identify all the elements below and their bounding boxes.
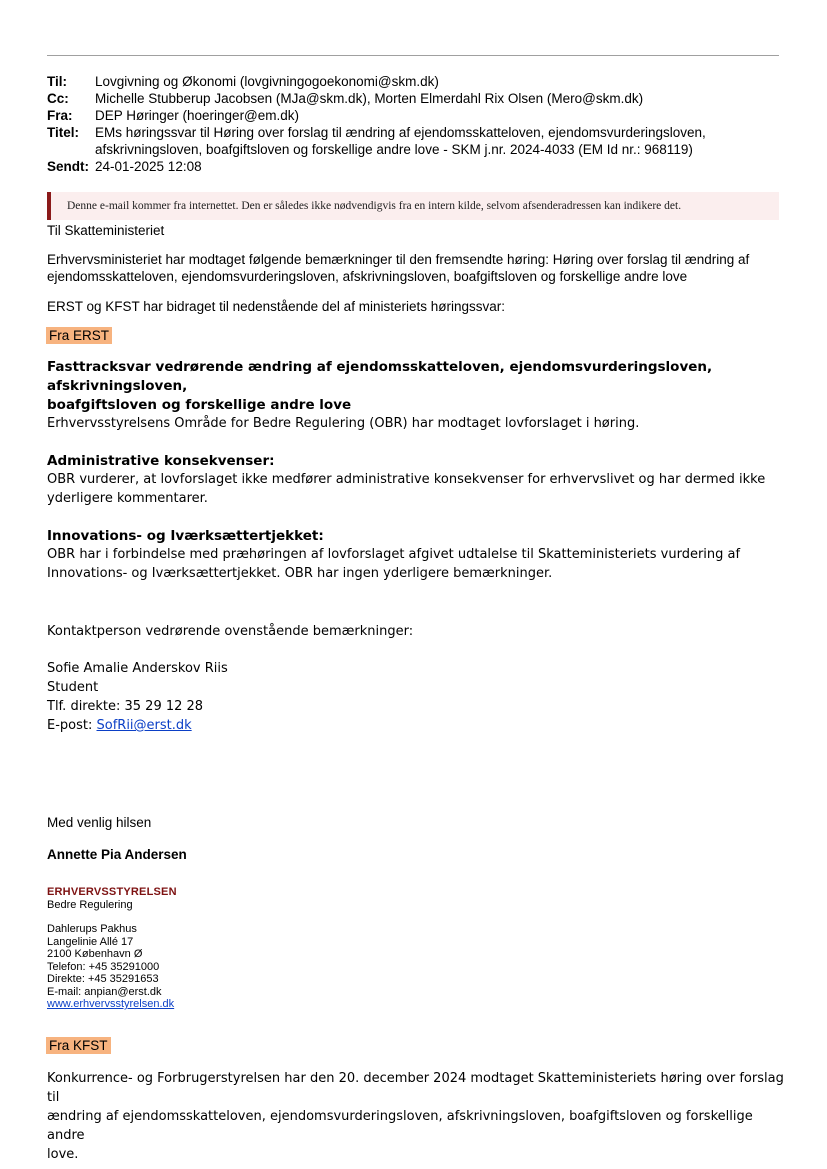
signature-org: ERHVERVSSTYRELSEN	[47, 886, 177, 898]
contact-intro: Kontaktperson vedrørende ovenstående bemærkninger:	[47, 624, 414, 639]
contact-name: Sofie Amalie Anderskov Riis	[47, 661, 228, 676]
to-label: Til:	[47, 74, 67, 89]
erst-highlight: Fra ERST	[46, 327, 112, 344]
admin-heading: Administrative konsekvenser:	[47, 453, 275, 469]
subject-label: Titel:	[47, 125, 80, 140]
signature-website-link[interactable]: www.erhvervsstyrelsen.dk	[47, 998, 175, 1010]
signature-dept: Bedre Regulering	[47, 898, 133, 911]
header-to-row	[47, 73, 782, 90]
contact-email-link[interactable]: SofRii@erst.dk	[96, 718, 192, 733]
email-header	[47, 73, 782, 175]
closing: Med venlig hilsen	[47, 815, 152, 830]
top-divider	[47, 55, 779, 56]
contact-title: Student	[47, 680, 99, 695]
cc-label: Cc:	[47, 91, 69, 106]
intro-line-1: Erhvervsministeriet har modtaget følgende bemærkninger til den fremsendte høring: Høring over forslag til ændring af	[47, 252, 750, 267]
header-subject-row	[47, 124, 782, 158]
section-erst-label	[47, 327, 112, 344]
contribution-note: ERST og KFST har bidraget til nedenstående del af ministeriets høringssvar:	[47, 299, 505, 314]
section-kfst-label	[47, 1037, 111, 1054]
from-value: DEP Høringer (hoeringer@em.dk)	[95, 108, 300, 123]
innovation-line-1: OBR har i forbindelse med præhøringen af lovforslaget afgivet udtalelse til Skatteministeriets vurdering af	[47, 547, 741, 562]
signer-name: Annette Pia Andersen	[47, 847, 187, 862]
fasttrack-line-1: Fasttracksvar vedrørende ændring af ejendomsskatteloven, ejendomsvurderingsloven, afskrivningsloven,	[47, 359, 713, 394]
contact-block	[47, 659, 228, 735]
header-from-row	[47, 107, 782, 124]
header-cc-row	[47, 90, 782, 107]
subject-line-2: afskrivningsloven, boafgiftsloven og forskellige andre love - SKM j.nr. 2024-4033 (EM Id nr.: 968119)	[95, 142, 693, 157]
sent-label: Sendt:	[47, 159, 89, 174]
intro-paragraph	[47, 251, 787, 285]
kfst-line-1: Konkurrence- og Forbrugerstyrelsen har den 20. december 2024 modtaget Skatteministeriets høring over forslag til	[47, 1071, 784, 1105]
to-value: Lovgivning og Økonomi (lovgivningogoekonomi@skm.dk)	[95, 74, 439, 89]
admin-line-1: OBR vurderer, at lovforslaget ikke medfører administrative konsekvenser for erhvervslivet og har dermed ikke	[47, 472, 766, 487]
from-label: Fra:	[47, 108, 73, 123]
cc-value: Michelle Stubberup Jacobsen (MJa@skm.dk), Morten Elmerdahl Rix Olsen (Mero@skm.dk)	[95, 91, 644, 106]
innovation-heading: Innovations- og Iværksættertjekket:	[47, 528, 324, 544]
signature-address-3: 2100 København Ø	[47, 948, 143, 960]
admin-paragraph	[47, 470, 787, 508]
intro-line-2: ejendomsskatteloven, ejendomsvurderingsloven, afskrivningsloven, boafgiftsloven og forskellige andre love	[47, 269, 688, 284]
signature-block	[47, 886, 177, 1011]
greeting: Til Skatteministeriet	[47, 223, 165, 238]
contact-email-label: E-post:	[47, 718, 97, 733]
kfst-paragraph	[47, 1069, 787, 1164]
signature-phone: Telefon: +45 35291000	[47, 960, 160, 973]
warning-text: Denne e-mail kommer fra internettet. Den er således ikke nødvendigvis fra en intern kilde, selvom afsenderadressen kan indikere det.	[67, 200, 682, 212]
header-sent-row	[47, 158, 782, 175]
subject-value	[95, 124, 782, 158]
signature-address-1: Dahlerups Pakhus	[47, 923, 137, 935]
fasttrack-heading	[47, 358, 787, 415]
signature-email: E-mail: anpian@erst.dk	[47, 985, 162, 998]
kfst-highlight: Fra KFST	[46, 1037, 111, 1054]
admin-line-2: yderligere kommentarer.	[47, 491, 208, 506]
contact-phone: Tlf. direkte: 35 29 12 28	[47, 699, 204, 714]
fasttrack-line-2: boafgiftsloven og forskellige andre love	[47, 397, 352, 413]
external-email-warning	[47, 192, 779, 220]
obr-intro: Erhvervsstyrelsens Område for Bedre Regulering (OBR) har modtaget lovforslaget i høring.	[47, 416, 640, 431]
innovation-paragraph	[47, 545, 787, 583]
subject-line-1: EMs høringssvar til Høring over forslag til ændring af ejendomsskatteloven, ejendomsvurderingsloven,	[95, 125, 706, 140]
signature-address-2: Langelinie Allé 17	[47, 935, 134, 948]
kfst-line-2: ændring af ejendomsskatteloven, ejendomsvurderingsloven, afskrivningsloven, boafgiftsloven og forskellige andre	[47, 1109, 753, 1143]
sent-value: 24-01-2025 12:08	[95, 159, 202, 174]
kfst-line-3: love.	[47, 1147, 79, 1162]
innovation-line-2: Innovations- og Iværksættertjekket. OBR har ingen yderligere bemærkninger.	[47, 566, 553, 581]
contact-email-row	[47, 716, 228, 735]
signature-direct: Direkte: +45 35291653	[47, 973, 159, 985]
